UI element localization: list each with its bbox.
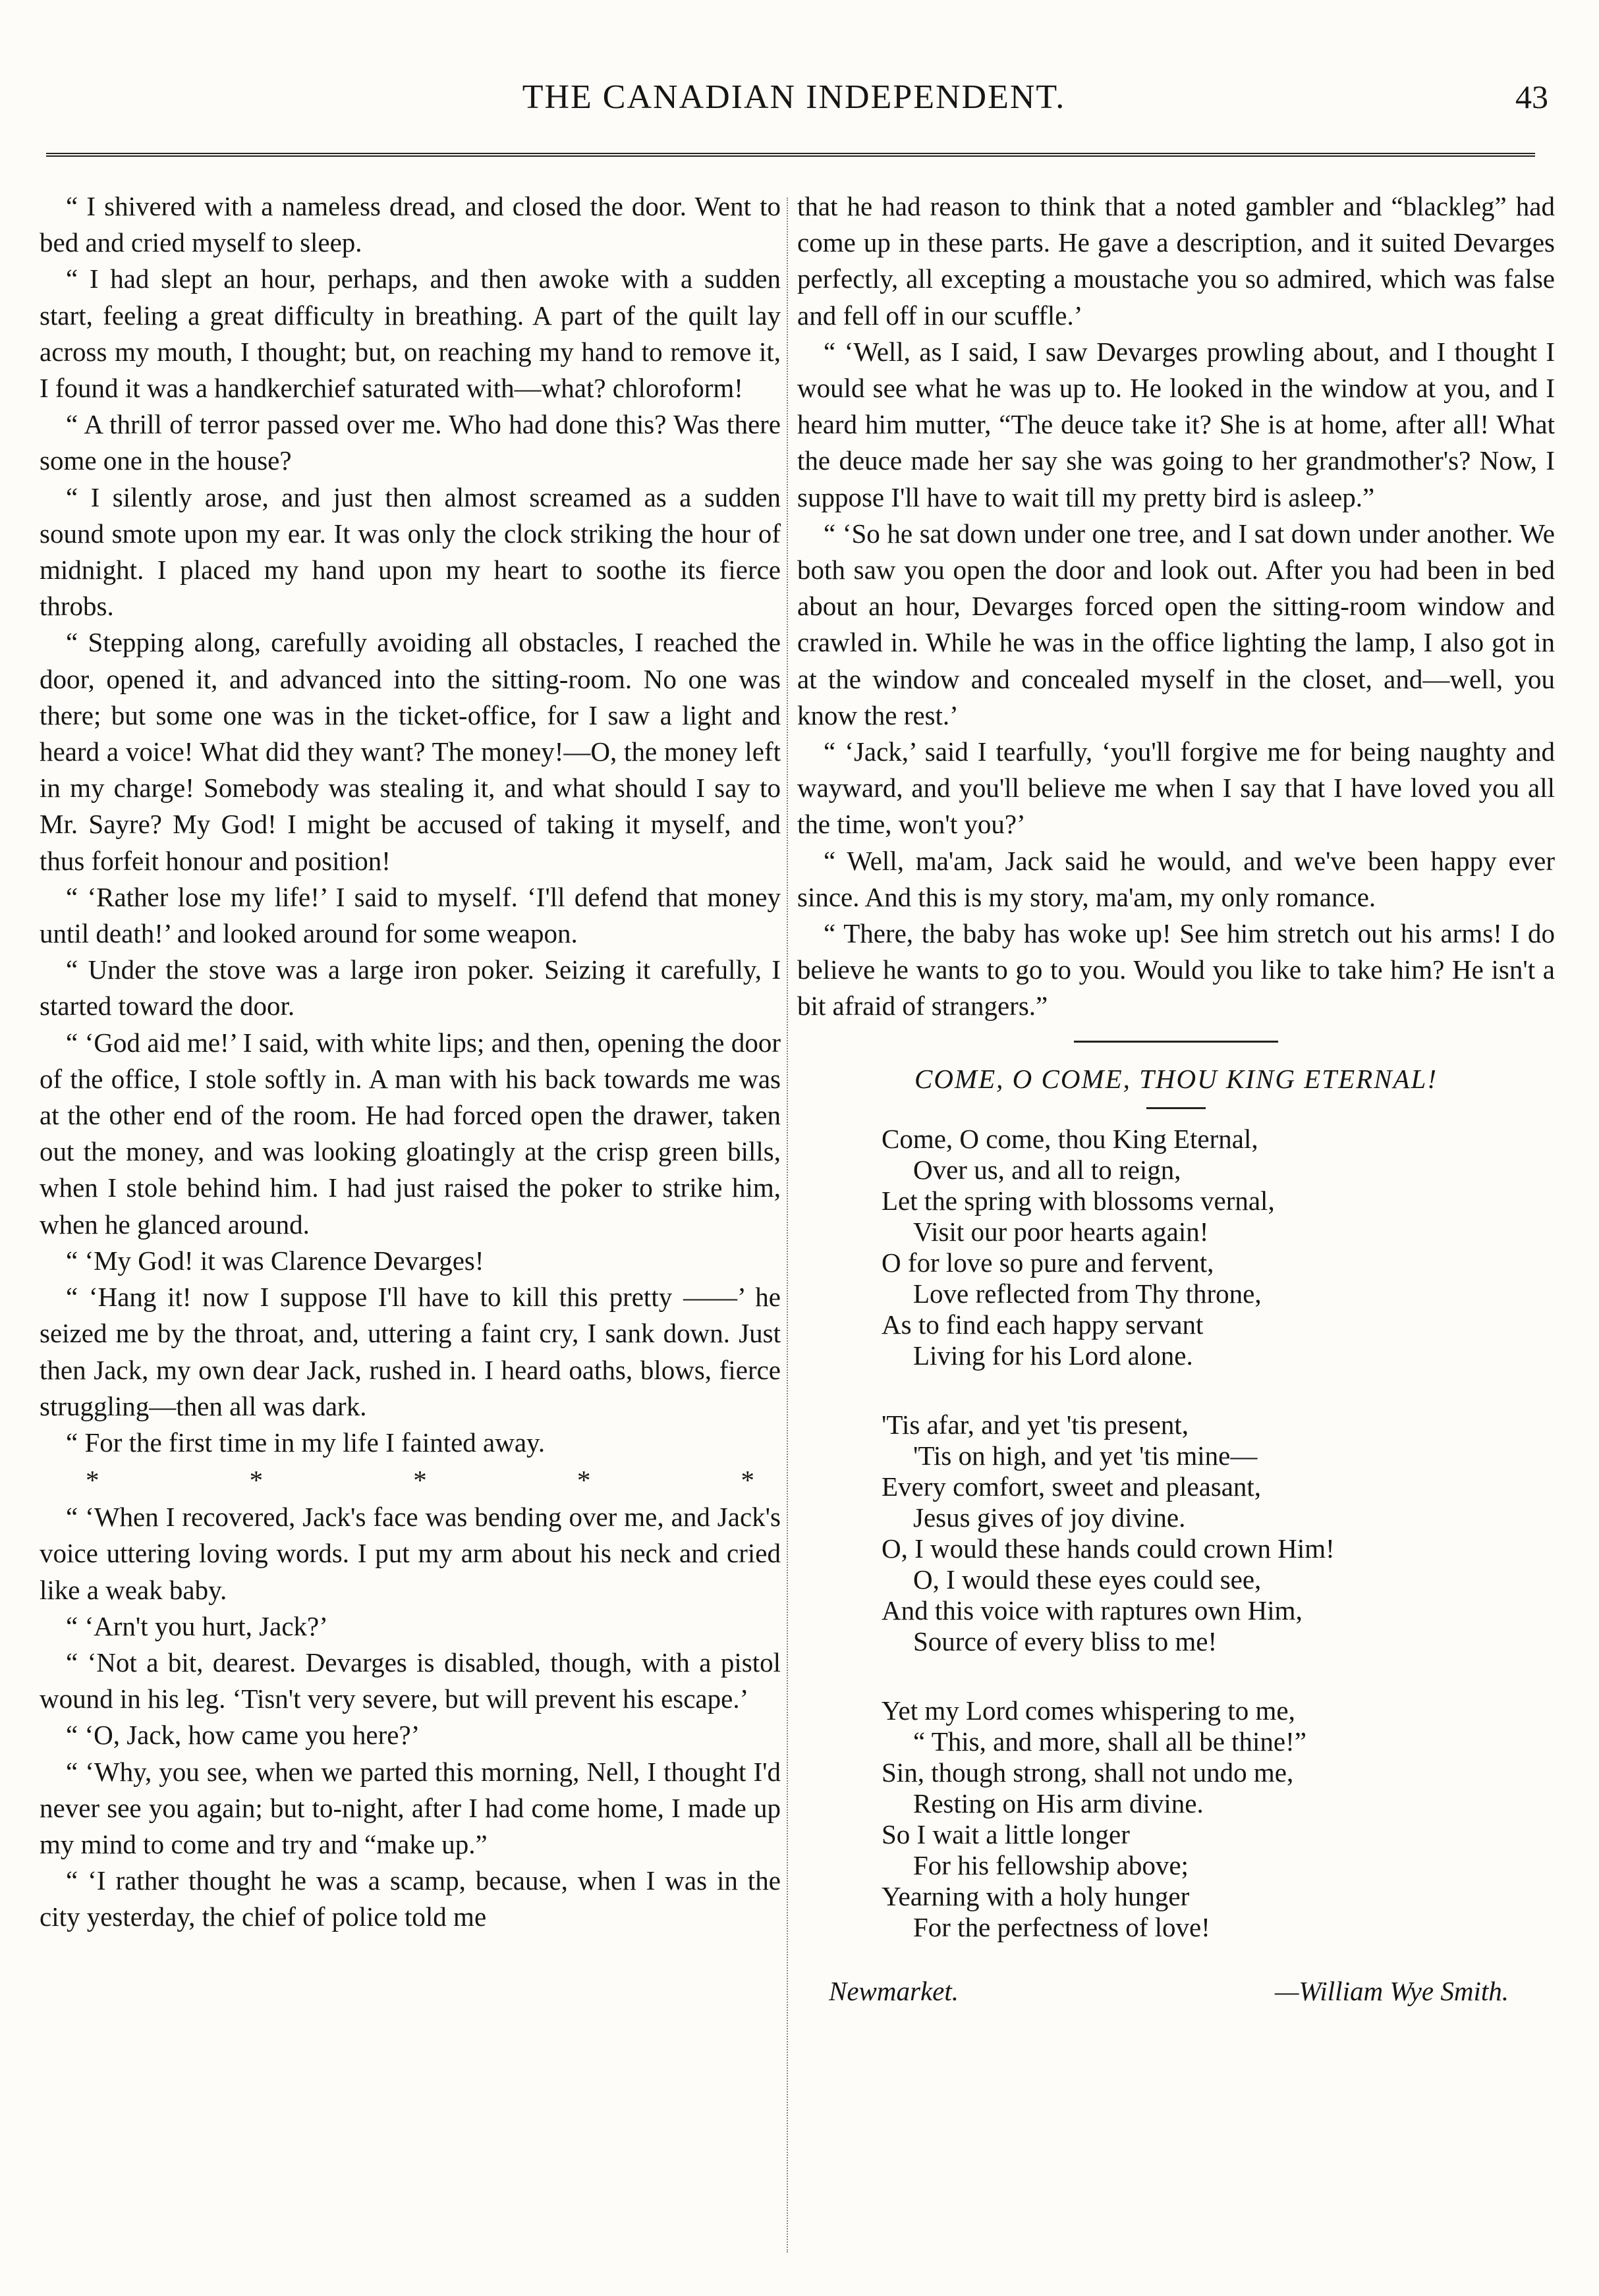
poem-place: Newmarket. bbox=[829, 1975, 959, 2006]
poem-line: Over us, and all to reign, bbox=[913, 1154, 1181, 1185]
poem-line: Source of every bliss to me! bbox=[913, 1626, 1218, 1656]
paragraph-continuation: that he had reason to think that a noted gambler and “blackleg” had come up in these parts. He gave a description, and it suited Devarges perfectly, all excepting a moustache you so admired, which was false and fell off in our scuffle.’ bbox=[797, 191, 1555, 331]
poem-line: Yet my Lord comes whispering to me, bbox=[882, 1695, 1295, 1726]
paragraph: “ ‘I rather thought he was a scamp, because, when I was in the city yesterday, the chief of police told me bbox=[40, 1865, 781, 1932]
paragraph: “ ‘When I recovered, Jack's face was bending over me, and Jack's voice uttering loving words. I put my arm about his neck and cried like a weak baby. bbox=[40, 1502, 781, 1605]
left-column bbox=[40, 188, 781, 1936]
poem-line: Resting on His arm divine. bbox=[913, 1788, 1204, 1818]
paragraph: “ ‘Arn't you hurt, Jack?’ bbox=[66, 1610, 328, 1641]
paragraph: “ I shivered with a nameless dread, and closed the door. Went to bed and cried myself to sleep. bbox=[40, 191, 781, 258]
poem-signature bbox=[797, 1975, 1555, 2008]
paragraph: “ For the first time in my life I fainted away. bbox=[66, 1427, 546, 1458]
paragraph: “ ‘Hang it! now I suppose I'll have to kill this pretty ——’ he seized me by the throat, and, uttering a faint cry, I sank down. Just then Jack, my own dear Jack, rushed in. I heard oaths, blows, fierce struggling—then all was dark. bbox=[40, 1282, 781, 1421]
poem-line: 'Tis on high, and yet 'tis mine— bbox=[913, 1440, 1258, 1471]
poem-stanza bbox=[797, 1124, 1555, 1371]
paragraph: “ I silently arose, and just then almost screamed as a sudden sound smote upon my ear. It was only the clock striking the hour of midnight. I placed my hand upon my heart to soothe its fierce throbs. bbox=[40, 481, 781, 622]
star: * bbox=[86, 1465, 99, 1496]
poem-line: Let the spring with blossoms vernal, bbox=[882, 1185, 1275, 1216]
poem-line: Come, O come, thou King Eternal, bbox=[882, 1123, 1258, 1154]
poem-line: Yearning with a holy hunger bbox=[882, 1880, 1190, 1911]
star: * bbox=[576, 1465, 591, 1496]
poem-line: Every comfort, sweet and pleasant, bbox=[882, 1471, 1262, 1502]
poem-line: For his fellowship above; bbox=[913, 1849, 1189, 1880]
poem-line: Love reflected from Thy throne, bbox=[913, 1278, 1262, 1309]
paragraph: “ A thrill of terror passed over me. Who had done this? Was there some one in the house? bbox=[40, 409, 781, 476]
poem-line: For the perfectness of love! bbox=[913, 1911, 1210, 1942]
poem-line: O for love so pure and fervent, bbox=[882, 1247, 1214, 1278]
star: * bbox=[413, 1465, 427, 1496]
paragraph: “ ‘O, Jack, how came you here?’ bbox=[66, 1720, 420, 1751]
star: * bbox=[249, 1465, 264, 1496]
paragraph: “ Stepping along, carefully avoiding all obstacles, I reached the door, opened it, and advanced into the sitting-room. No one was there; but some one was in the ticket-office, for I saw a light and heard a voice! What did they want? The money!—O, the money left in my charge! Somebody was stealing it, and what should I say to Mr. Sayre? My God! I might be accused of taking it myself, and thus forfeit honour and position! bbox=[40, 627, 781, 876]
paragraph: “ ‘Why, you see, when we parted this morning, Nell, I thought I'd never see you again; but to-night, after I had come home, I made up my mind to come and try and “make up.” bbox=[40, 1756, 781, 1859]
paragraph: “ ‘So he sat down under one tree, and I sat down under another. We both saw you open the door and look out. After you had been in bed about an hour, Devarges forced open the sitting-room window and crawled in. While he was in the office lighting the lamp, I also got in at the window and concealed myself in the closet, and—well, you know the rest.’ bbox=[797, 518, 1555, 730]
poem-line: O, I would these eyes could see, bbox=[913, 1564, 1262, 1595]
poem-line: So I wait a little longer bbox=[882, 1818, 1130, 1849]
poem-line: As to find each happy servant bbox=[882, 1309, 1204, 1340]
poem-author: —William Wye Smith. bbox=[1275, 1975, 1509, 2006]
page-header bbox=[40, 78, 1548, 130]
poem-line: And this voice with raptures own Him, bbox=[882, 1595, 1303, 1626]
poem-line: Visit our poor hearts again! bbox=[913, 1216, 1209, 1247]
star: * bbox=[741, 1465, 754, 1496]
column-divider bbox=[787, 198, 788, 2253]
poem-title: COME, O COME, THOU KING ETERNAL! bbox=[914, 1063, 1438, 1094]
header-rule bbox=[46, 153, 1535, 157]
journal-title: THE CANADIAN INDEPENDENT. bbox=[522, 78, 1066, 116]
paragraph: “ Well, ma'am, Jack said he would, and we've been happy ever since. And this is my story, ma'am, my only romance. bbox=[797, 845, 1555, 912]
paragraph: “ ‘Jack,’ said I tearfully, ‘you'll forgive me for being naughty and wayward, and you'll believe me when I say that I have loved you all the time, won't you?’ bbox=[797, 736, 1555, 840]
poem-stanza bbox=[797, 1409, 1555, 1657]
paragraph: “ ‘Not a bit, dearest. Devarges is disabled, though, with a pistol wound in his leg. ‘Tisn't very severe, but will prevent his escape.’ bbox=[40, 1647, 781, 1714]
right-column bbox=[797, 188, 1555, 2008]
section-separator bbox=[1074, 1041, 1278, 1043]
paragraph: “ ‘My God! it was Clarence Devarges! bbox=[66, 1245, 484, 1276]
poem-line: “ This, and more, shall all be thine!” bbox=[913, 1726, 1306, 1757]
paragraph: “ ‘Rather lose my life!’ I said to myself. ‘I'll defend that money until death!’ and looked around for some weapon. bbox=[40, 881, 781, 949]
paragraph: “ Under the stove was a large iron poker. Seizing it carefully, I started toward the door. bbox=[40, 954, 781, 1022]
section-break-stars bbox=[40, 1461, 781, 1499]
poem-line: Sin, though strong, shall not undo me, bbox=[882, 1757, 1294, 1788]
poem-line: Jesus gives of joy divine. bbox=[913, 1502, 1186, 1533]
title-rule bbox=[1146, 1107, 1206, 1109]
paragraph: “ I had slept an hour, perhaps, and then awoke with a sudden start, feeling a great difficulty in breathing. A part of the quilt lay across my mouth, I thought; but, on reaching my hand to remove it, I found it was a handkerchief saturated with—what? chloroform! bbox=[40, 263, 781, 404]
poem-stanza bbox=[797, 1695, 1555, 1943]
page-number: 43 bbox=[1515, 78, 1548, 115]
poem-line: 'Tis afar, and yet 'tis present, bbox=[882, 1409, 1189, 1440]
paragraph: “ ‘Well, as I said, I saw Devarges prowling about, and I thought I would see what he was up to. He looked in the window at you, and I heard him mutter, “The deuce take it? She is at home, after all! What the deuce made her say she was going to her grandmother's? Now, I suppose I'll have to wait till my pretty bird is asleep.” bbox=[797, 336, 1555, 512]
paragraph: “ There, the baby has woke up! See him stretch out his arms! I do believe he wants to go to you. Would you like to take him? He isn't a bit afraid of strangers.” bbox=[797, 918, 1555, 1022]
poem-line: O, I would these hands could crown Him! bbox=[882, 1533, 1335, 1564]
paragraph: “ ‘God aid me!’ I said, with white lips; and then, opening the door of the office, I stole softly in. A man with his back towards me was at the other end of the room. He had forced open the drawer, taken out the money, and was looking gloatingly at the crisp green bills, when I stole behind him. I had just raised the poker to strike him, when he glanced around. bbox=[40, 1027, 781, 1240]
poem-line: Living for his Lord alone. bbox=[913, 1340, 1193, 1371]
